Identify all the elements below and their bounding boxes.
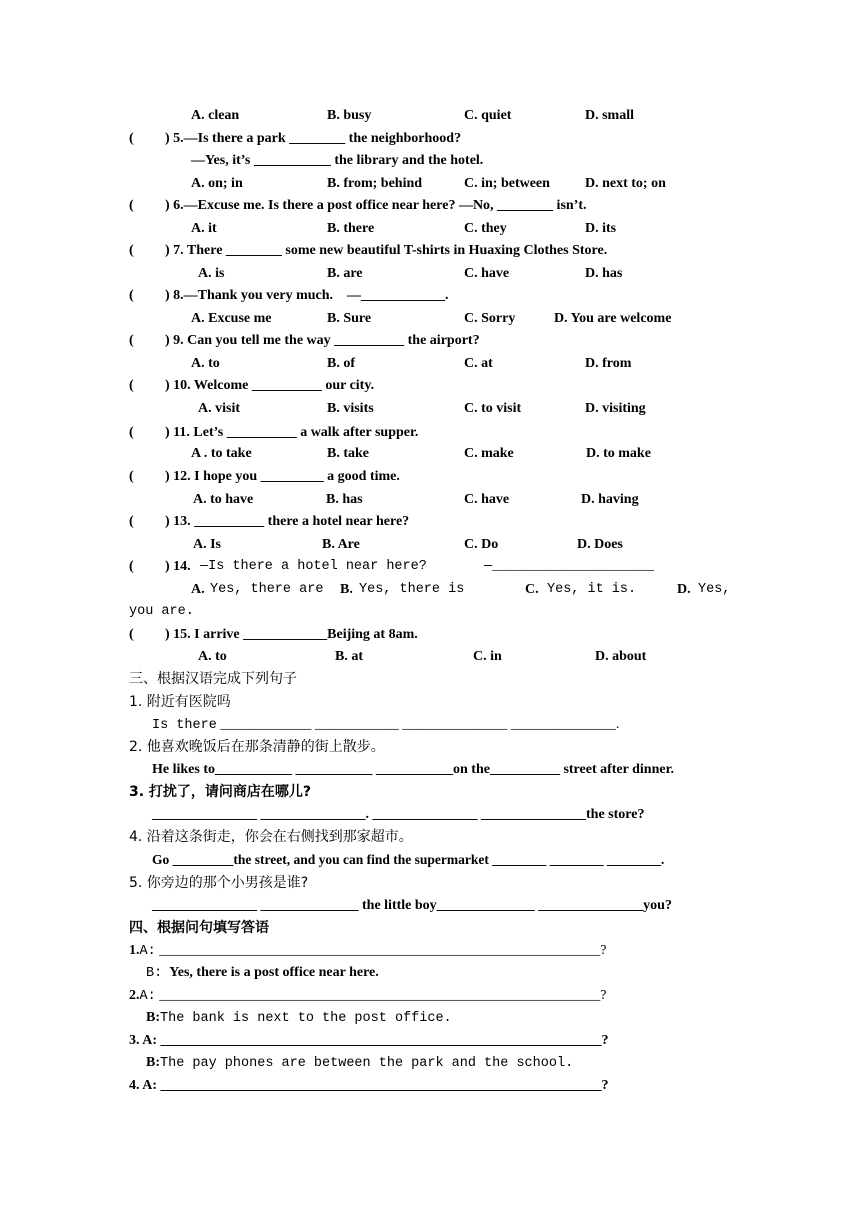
section3-item1-english: Is there _____________ ____________ _______________ _______________. — [152, 717, 620, 733]
q12-stem: ) 12. I hope you _________ a good time. — [165, 469, 400, 484]
q6-option-b: B. there — [327, 221, 375, 236]
q14-number: ) 14. — [165, 559, 191, 574]
q11-option-d: D. to make — [586, 446, 651, 461]
q8-stem: ) 8.—Thank you very much. —____________. — [165, 288, 449, 303]
section3-item1-chinese: 1. 附近有医院吗 — [129, 694, 231, 710]
q6-stem: ) 6.—Excuse me. Is there a post office near here? —No, ________ isn’t. — [165, 198, 587, 213]
q10-option-d: D. visiting — [585, 401, 646, 416]
q5-paren: ( — [129, 131, 134, 146]
section4-item1-question: 1.A: _______________________________________________________________? — [129, 943, 607, 959]
q15-option-b: B. at — [335, 649, 363, 664]
q6-option-d: D. its — [585, 221, 617, 236]
section4-title: 四、根据问句填写答语 — [129, 920, 269, 936]
q14-blank: —____________________ — [484, 559, 655, 574]
q13-option-d: D. Does — [577, 537, 623, 552]
q8-option-b: B. Sure — [327, 311, 372, 326]
q8-option-a: A. Excuse me — [191, 311, 272, 326]
q11-option-b: B. take — [327, 446, 369, 461]
q14-option-b-label: B. — [340, 582, 353, 597]
q7-stem: ) 7. There ________ some new beautiful T-shirts in Huaxing Clothes Store. — [165, 243, 608, 258]
section4-item1-answer: B: Yes, there is a post office near here. — [146, 965, 379, 981]
q10-option-a: A. visit — [198, 401, 240, 416]
q14-option-d: Yes, — [698, 582, 731, 597]
q5-stem: ) 5.—Is there a park ________ the neighborhood? — [165, 131, 462, 146]
q6-option-c: C. they — [464, 221, 507, 236]
section3-item2-english: He likes to___________ ___________ ___________on the__________ street after dinner. — [152, 762, 674, 777]
q9-option-d: D. from — [585, 356, 632, 371]
q14-option-c: Yes, it is. — [547, 582, 637, 597]
q6-paren: ( — [129, 198, 134, 213]
section4-item2-answer: B:The bank is next to the post office. — [146, 1010, 452, 1026]
section3-item3-chinese: 3. 打扰了，请问商店在哪儿? — [129, 784, 312, 800]
q12-paren: ( — [129, 469, 134, 484]
q7-paren: ( — [129, 243, 134, 258]
section4-item4-question: 4. A: _______________________________________________________________? — [129, 1078, 609, 1093]
section4-item2-question: 2.A: _______________________________________________________________? — [129, 988, 607, 1004]
section3-title: 三、根据汉语完成下列句子 — [129, 671, 297, 687]
q7-option-a: A. is — [198, 266, 225, 281]
q5-option-a: A. on; in — [191, 176, 243, 191]
q7-option-d: D. has — [585, 266, 623, 281]
q7-option-c: C. have — [464, 266, 510, 281]
q14-option-d-label: D. — [677, 582, 691, 597]
q15-paren: ( — [129, 627, 134, 642]
q9-stem: ) 9. Can you tell me the way __________ the airport? — [165, 333, 480, 348]
q15-stem: ) 15. I arrive ____________Beijing at 8am. — [165, 627, 418, 642]
q5-option-d: D. next to; on — [585, 176, 666, 191]
section4-item3-answer: B:The pay phones are between the park and the school. — [146, 1055, 574, 1071]
section3-item5-english: _______________ ______________ the little boy______________ _______________you? — [152, 898, 672, 913]
q15-option-d: D. about — [595, 649, 647, 664]
section4-item3-question: 3. A: _______________________________________________________________? — [129, 1033, 609, 1048]
q14-option-a: Yes, there are — [210, 582, 324, 597]
q10-option-c: C. to visit — [464, 401, 522, 416]
q14-option-c-label: C. — [525, 582, 539, 597]
q10-option-b: B. visits — [327, 401, 374, 416]
q9-option-c: C. at — [464, 356, 493, 371]
q8-option-c: C. Sorry — [464, 311, 516, 326]
q11-paren: ( — [129, 425, 134, 440]
q11-option-c: C. make — [464, 446, 514, 461]
q14-paren: ( — [129, 559, 134, 574]
section3-item4-english: Go _________the street, and you can find the supermarket ________ ________ ________. — [152, 852, 665, 867]
q4-option-a: A. clean — [191, 108, 240, 123]
q11-option-a: A . to take — [191, 446, 252, 461]
q10-paren: ( — [129, 378, 134, 393]
section3-item2-chinese: 2. 他喜欢晚饭后在那条清静的街上散步。 — [129, 739, 385, 755]
q5-option-b: B. from; behind — [327, 176, 423, 191]
q8-paren: ( — [129, 288, 134, 303]
q12-option-a: A. to have — [193, 492, 254, 507]
q13-option-a: A. Is — [193, 537, 222, 552]
q14-option-a-label: A. — [191, 582, 205, 597]
q13-option-b: B. Are — [322, 537, 360, 552]
q10-stem: ) 10. Welcome __________ our city. — [165, 378, 375, 393]
q12-option-d: D. having — [581, 492, 639, 507]
q13-option-c: C. Do — [464, 537, 499, 552]
q13-stem: ) 13. __________ there a hotel near here? — [165, 514, 410, 529]
q14-stem: —Is there a hotel near here? — [200, 559, 427, 574]
q9-paren: ( — [129, 333, 134, 348]
section3-item4-chinese: 4. 沿着这条街走，你会在右侧找到那家超市。 — [129, 829, 413, 845]
q5-option-c: C. in; between — [464, 176, 550, 191]
q14-option-b: Yes, there is — [359, 582, 465, 597]
q12-option-c: C. have — [464, 492, 510, 507]
q9-option-a: A. to — [191, 356, 220, 371]
q6-option-a: A. it — [191, 221, 217, 236]
q4-option-b: B. busy — [327, 108, 372, 123]
q12-option-b: B. has — [326, 492, 363, 507]
q13-paren: ( — [129, 514, 134, 529]
q8-option-d: D. You are welcome — [554, 311, 672, 326]
q9-option-b: B. of — [327, 356, 355, 371]
q4-option-c: C. quiet — [464, 108, 512, 123]
q14-option-d-continued: you are. — [129, 604, 194, 619]
q7-option-b: B. are — [327, 266, 363, 281]
q15-option-c: C. in — [473, 649, 502, 664]
q4-option-d: D. small — [585, 108, 634, 123]
section3-item5-chinese: 5. 你旁边的那个小男孩是谁? — [129, 875, 309, 891]
q5-answer-line: —Yes, it’s ___________ the library and the hotel. — [191, 153, 484, 168]
q11-stem: ) 11. Let’s __________ a walk after supper. — [165, 425, 419, 440]
section3-item3-english: _______________ _______________. _______________ _______________the store? — [152, 807, 645, 822]
q15-option-a: A. to — [198, 649, 227, 664]
